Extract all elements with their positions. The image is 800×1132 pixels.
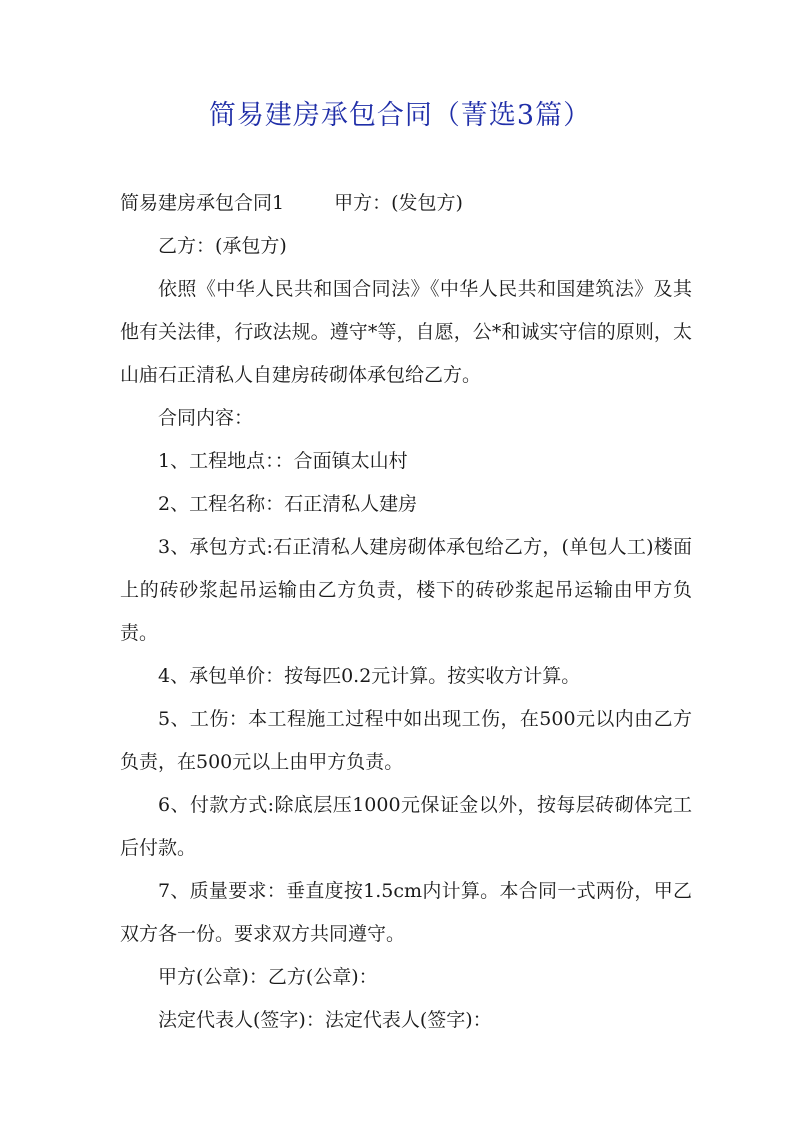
clause-2: 2、工程名称：石正清私人建房 bbox=[158, 493, 418, 515]
seal-line: 甲方(公章)：乙方(公章)： bbox=[158, 966, 378, 988]
party-a-label: 甲方：(发包方) bbox=[334, 192, 463, 214]
document-body bbox=[120, 182, 692, 1042]
clause-6: 6、付款方式:除底层压1000元保证金以外，按每层砖砌体完工后付款。 bbox=[120, 794, 692, 859]
party-b-label: 乙方：(承包方) bbox=[158, 235, 287, 257]
clause-1: 1、工程地点：：合面镇太山村 bbox=[158, 450, 408, 472]
clause-3: 3、承包方式:石正清私人建房砌体承包给乙方，(单包人工)楼面上的砖砂浆起吊运输由乙方负责，楼下的砖砂浆起吊运输由甲方负责。 bbox=[120, 536, 692, 644]
preamble-paragraph: 依照《中华人民共和国合同法》《中华人民共和国建筑法》及其他有关法律，行政法规。遵守*等，自愿，公*和诚实守信的原则，太山庙石正清私人自建房砖砌体承包给乙方。 bbox=[120, 278, 692, 386]
document-title: 简易建房承包合同（菁选3篇） bbox=[208, 100, 592, 131]
clause-7: 7、质量要求：垂直度按1.5cm内计算。本合同一式两份，甲乙双方各一份。要求双方共同遵守。 bbox=[120, 880, 692, 945]
section-heading: 简易建房承包合同1 bbox=[120, 192, 285, 214]
signature-line: 法定代表人(签字)：法定代表人(签字)： bbox=[158, 1009, 492, 1031]
clause-4: 4、承包单价：按每匹0.2元计算。按实收方计算。 bbox=[158, 665, 581, 687]
clause-5: 5、工伤：本工程施工过程中如出现工伤，在500元以内由乙方负责，在500元以上由甲方负责。 bbox=[120, 708, 692, 773]
contents-label: 合同内容： bbox=[158, 407, 254, 429]
section-heading-line bbox=[120, 182, 692, 225]
